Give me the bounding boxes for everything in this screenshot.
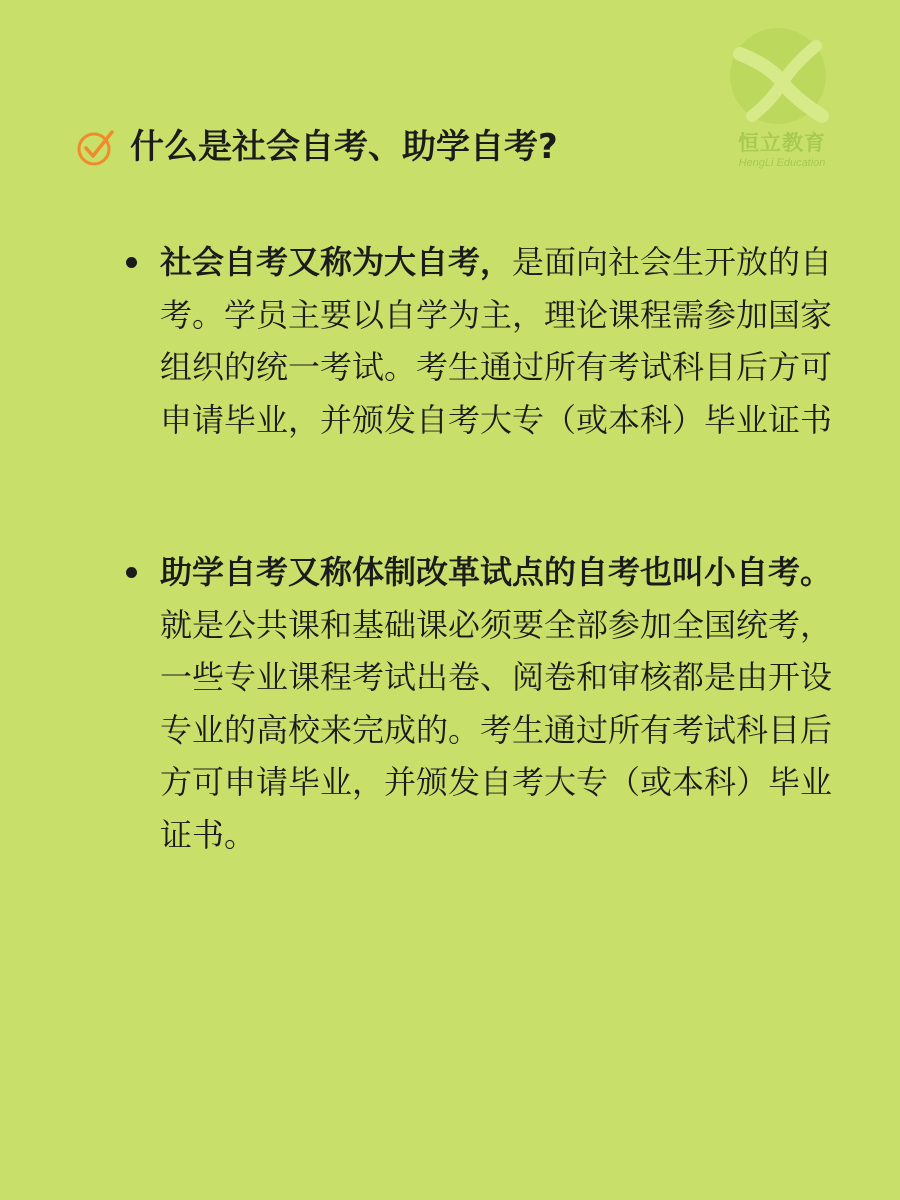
watermark-brand-en: HengLi Education xyxy=(738,157,826,169)
watermark-logo xyxy=(722,26,842,176)
bullet-icon xyxy=(126,567,137,578)
logo-circle-icon xyxy=(722,26,842,130)
check-circle-icon xyxy=(76,127,116,167)
watermark-brand-cn: 恒立教育 xyxy=(738,131,826,155)
list-item-assisted-exam xyxy=(160,546,836,861)
page-title: 什么是社会自考、助学自考? xyxy=(130,127,558,167)
item-bold-lead: 社会自考又称为大自考， xyxy=(160,243,513,281)
item-body-text: 就是公共课和基础课必须要全部参加全国统考，一些专业课程考试出卷、阅卷和审核都是由开设专业的高校来完成的。考生通过所有考试科目后方可申请毕业，并颁发自考大专（或本科）毕业证书。 xyxy=(160,605,833,854)
list-item-social-exam xyxy=(160,236,836,446)
page-heading xyxy=(76,122,558,172)
bullet-icon xyxy=(126,257,137,268)
item-body-text: 是面向社会生开放的自考。学员主要以自学为主，理论课程需参加国家组织的统一考试。考生通过所有考试科目后方可申请毕业，并颁发自考大专（或本科）毕业证书 xyxy=(160,243,833,439)
item-bold-lead: 助学自考又称体制改革试点的自考也叫小自考。 xyxy=(160,553,833,591)
